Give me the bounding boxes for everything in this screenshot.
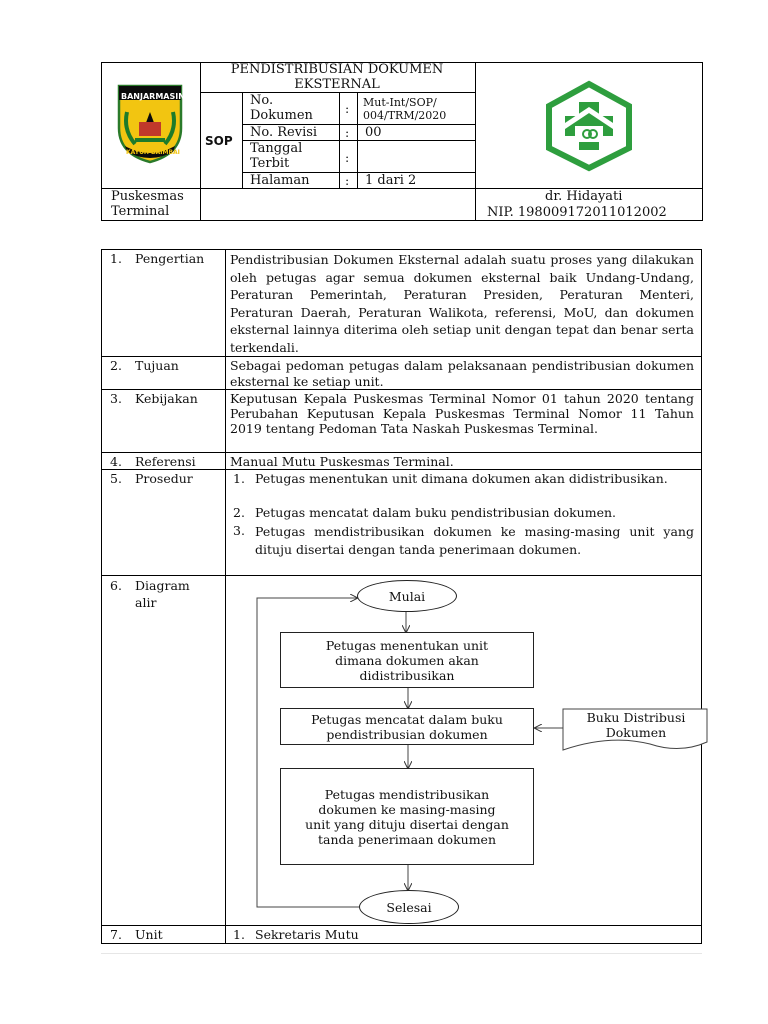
flow-step-2: Petugas mencatat dalam buku pendistribusian dokumen [280, 708, 534, 745]
signer-nip: NIP. 198009172011012002 [487, 205, 667, 220]
sop-label: SOP [205, 134, 233, 148]
section-4-label: Referensi [135, 454, 196, 469]
section-7-num: 7. [110, 927, 122, 942]
section-2-num: 2. [110, 358, 122, 373]
tanggal-terbit-sep: : [345, 150, 350, 165]
prosedur-item-2-num: 2. [233, 505, 245, 520]
prosedur-item-3-num: 3. [233, 523, 245, 538]
section-3-num: 3. [110, 391, 122, 406]
halaman-value: 1 dari 2 [365, 173, 417, 188]
flow-document: Buku Distribusi Dokumen [586, 710, 686, 740]
signer-name: dr. Hidayati [545, 189, 623, 204]
section-1-label: Pengertian [135, 251, 205, 266]
unit-item-1-text: Sekretaris Mutu [255, 927, 359, 942]
section-3-text: Keputusan Kepala Puskesmas Terminal Nomor 01 tahun 2020 tentang Perubahan Keputusan Kepala Puskesmas Terminal Nomor 11 Tahun 2019 tentang Pedoman Tata Naskah Puskesmas Terminal. [230, 391, 694, 436]
flow-step-3: Petugas mendistribusikan dokumen ke masing-masing unit yang dituju disertai dengan tanda penerimaan dokumen [280, 768, 534, 865]
document-title: PENDISTRIBUSIAN DOKUMEN EKSTERNAL [230, 62, 444, 92]
section-6-label-1: Diagram [135, 578, 190, 593]
flow-step-1: Petugas menentukan unit dimana dokumen akan didistribusikan [280, 632, 534, 688]
no-revisi-value: 00 [365, 125, 382, 140]
section-2-label: Tujuan [135, 358, 179, 373]
section-6-label-2: alir [135, 595, 157, 610]
section-5-num: 5. [110, 471, 122, 486]
unit-item-1-num: 1. [233, 927, 245, 942]
halaman-sep: : [345, 173, 350, 188]
section-1-text: Pendistribusian Dokumen Eksternal adalah suatu proses yang dilakukan oleh petugas agar semua dokumen eksternal baik Undang-Undang, Peraturan Pemerintah, Peraturan Presiden, Peraturan Menteri, Peraturan Daerah, Peraturan Walikota, referensi, MoU, dan dokumen eksternal lainnya diterima oleh setiap unit dengan tepat dan benar serta terkendali. [230, 252, 694, 355]
section-1-num: 1. [110, 251, 122, 266]
flow-end: Selesai [359, 890, 459, 924]
page-bottom-rule [101, 953, 702, 954]
halaman-label: Halaman [250, 173, 310, 188]
flow-start: Mulai [357, 580, 457, 612]
no-dokumen-value: Mut-Int/SOP/ 004/TRM/2020 [363, 96, 447, 122]
emblem-text-top: BANJARMASIN [121, 92, 185, 101]
no-revisi-sep: : [345, 125, 350, 140]
prosedur-item-3-text: Petugas mendistribusikan dokumen ke masing-masing unit yang dituju disertai dengan tanda penerimaan dokumen. [255, 524, 694, 557]
section-4-num: 4. [110, 454, 122, 469]
prosedur-item-2-text: Petugas mencatat dalam buku pendistribusian dokumen. [255, 505, 616, 520]
no-revisi-label: No. Revisi [250, 125, 318, 140]
no-dokumen-sep: : [345, 101, 350, 116]
emblem-text-bottom: KAYUH BAIMBAI [126, 149, 180, 156]
section-6-num: 6. [110, 578, 122, 593]
section-3-label: Kebijakan [135, 391, 198, 406]
section-2-text: Sebagai pedoman petugas dalam pelaksanaan pendistribusian dokumen eksternal ke setiap unit. [230, 358, 694, 389]
section-4-text: Manual Mutu Puskesmas Terminal. [230, 454, 454, 469]
no-dokumen-label: No. Dokumen [250, 93, 313, 123]
section-7-label: Unit [135, 927, 163, 942]
prosedur-item-1-text: Petugas menentukan unit dimana dokumen akan didistribusikan. [255, 471, 668, 486]
tanggal-terbit-label: Tanggal Terbit [250, 141, 303, 171]
organization-name: Puskesmas Terminal [111, 189, 184, 219]
prosedur-item-1-num: 1. [233, 471, 245, 486]
section-5-label: Prosedur [135, 471, 193, 486]
